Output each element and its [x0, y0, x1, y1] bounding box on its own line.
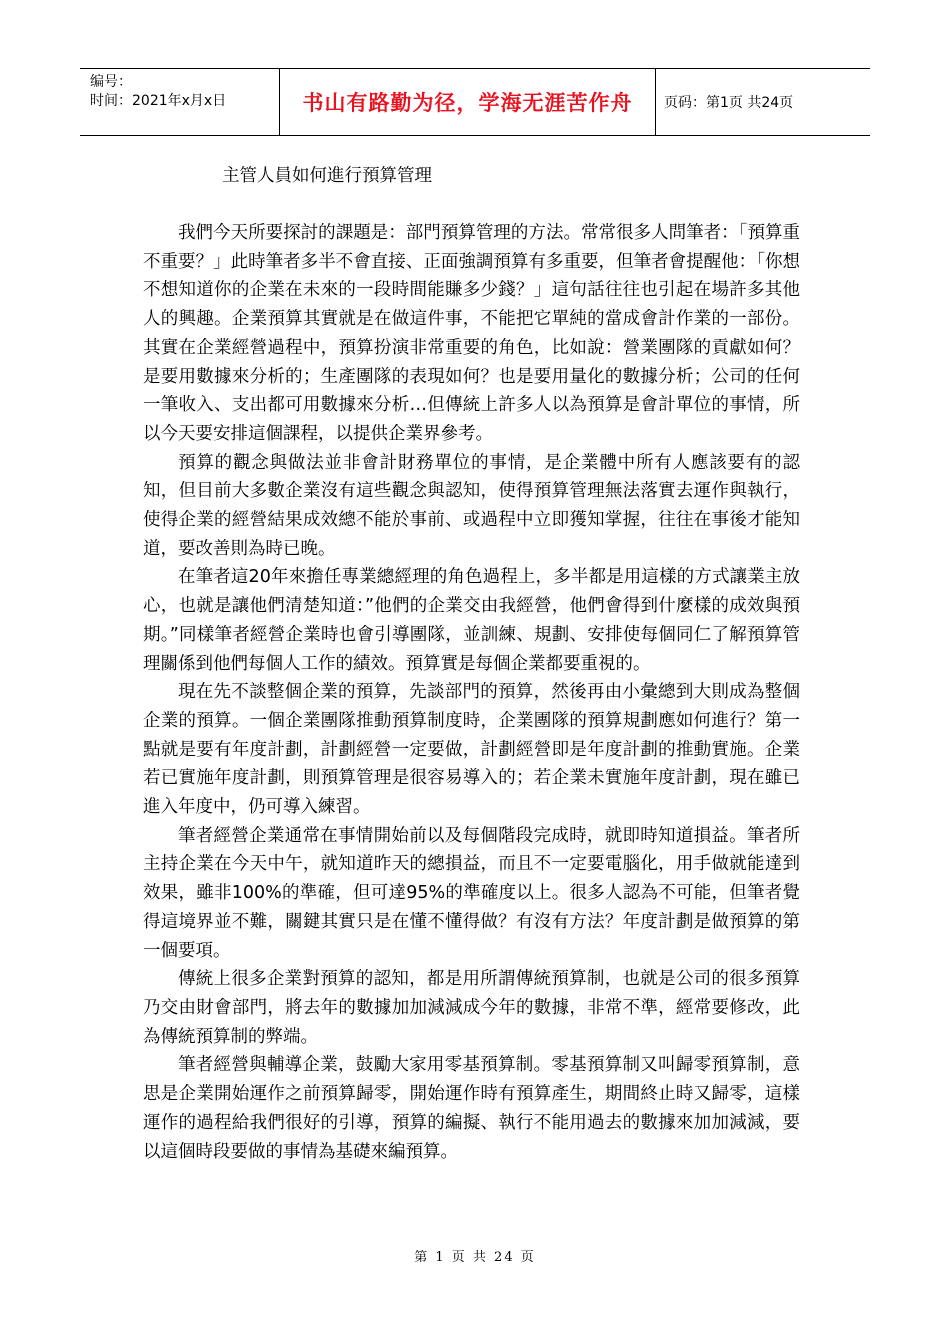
- paragraph: 現在先不談整個企業的預算，先談部門的預算，然後再由小彙總到大則成為整個企業的預算。一個企業團隊推動預算制度時，企業團隊的預算規劃應如何進行？第一點就是要有年度計劃，計劃經營一定要做，計劃經營即是年度計劃的推動實施。企業若已實施年度計劃，則預算管理是很容易導入的；若企業未實施年度計劃，現在雖已進入年度中，仍可導入練習。: [143, 682, 800, 818]
- page-footer: 第 1 页 共 24 页: [414, 1250, 536, 1265]
- paragraph: 筆者經營企業通常在事情開始前以及每個階段完成時，就即時知道損益。筆者所主持企業在今天中午，就知道昨天的總損益，而且不一定要電腦化，用手做就能達到效果，雖非100%的準確，但可達95%的準確度以上。很多人認為不可能，但筆者覺得這境界並不難，關鍵其實只是在懂不懂得做？有沒有方法？年度計劃是做預算的第一個要項。: [143, 825, 800, 961]
- page-header: [80, 68, 870, 136]
- header-page-info: 页码：第1页 共24页: [664, 95, 794, 111]
- paragraph: 在筆者這20年來擔任專業總經理的角色過程上，多半都是用這樣的方式讓業主放心，也就是讓他們清楚知道：”他們的企業交由我經營，他們會得到什麼樣的成效與預期。”同樣筆者經營企業時也會引導團隊，並訓練、規劃、安排使每個同仁了解預算管理關係到他們每個人工作的績效。預算實是每個企業都要重視的。: [143, 567, 800, 674]
- document-title: 主管人員如何進行預算管理: [222, 166, 432, 186]
- paragraph: 預算的觀念與做法並非會計財務單位的事情，是企業體中所有人應該要有的認知，但目前大多數企業沒有這些觀念與認知，使得預算管理無法落實去運作與執行，使得企業的經營結果成效總不能於事前、或過程中立即獲知掌握，往往在事後才能知道，要改善則為時已晚。: [143, 452, 800, 559]
- header-motto-cell: [280, 69, 656, 135]
- article-body: [143, 219, 800, 1166]
- header-motto: 书山有路勤为径，学海无涯苦作舟: [302, 90, 633, 115]
- paragraph: 傳統上很多企業對預算的認知，都是用所謂傳統預算制，也就是公司的很多預算乃交由財會部門，將去年的數據加加減減成今年的數據，非常不準，經常要修改，此為傳統預算制的弊端。: [143, 969, 800, 1047]
- document-time-label: 时间：2021年x月x日: [90, 93, 227, 109]
- paragraph: 筆者經營與輔導企業，鼓勵大家用零基預算制。零基預算制又叫歸零預算制，意思是企業開始運作之前預算歸零，開始運作時有預算產生，期間終止時又歸零，這樣運作的過程給我們很好的引導，預算的編擬、執行不能用過去的數據來加加減減，要以這個時段要做的事情為基礎來編預算。: [143, 1055, 800, 1162]
- header-meta: [80, 69, 280, 135]
- document-number-label: 编号：: [90, 74, 132, 90]
- paragraph: 我們今天所要探討的課題是：部門預算管理的方法。常常很多人問筆者：「預算重不重要？」此時筆者多半不會直接、正面強調預算有多重要，但筆者會提醒他：「你想不想知道你的企業在未來的一段時間能賺多少錢？」這句話往往也引起在場許多其他人的興趣。企業預算其實就是在做這件事，不能把它單純的當成會計作業的一部份。其實在企業經營過程中，預算扮演非常重要的角色，比如說：營業團隊的貢獻如何？是要用數據來分析的；生產團隊的表現如何？也是要用量化的數據分析；公司的任何一筆收入、支出都可用數據來分析…但傳統上許多人以為預算是會計單位的事情，所以今天要安排這個課程，以提供企業界參考。: [143, 223, 800, 444]
